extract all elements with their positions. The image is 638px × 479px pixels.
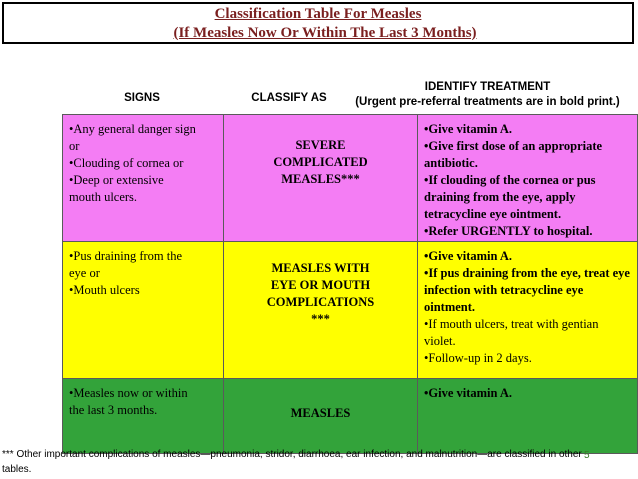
header-signs: SIGNS (124, 92, 160, 104)
sign-line: •Deep or extensive (69, 173, 164, 187)
sign-line: eye or (69, 266, 100, 280)
classification-line: EYE OR MOUTH (270, 278, 371, 292)
classification-table (62, 114, 638, 454)
treatment-item: •If mouth ulcers, treat with gentian violet. (424, 317, 599, 348)
sign-line: •Measles now or within (69, 386, 188, 400)
page-subtitle: (If Measles Now Or Within The Last 3 Months) (173, 25, 477, 41)
header-treatment-note: (Urgent pre-referral treatments are in bold print.) (355, 96, 620, 108)
classification-cell (224, 242, 418, 379)
treatment-item: •Give vitamin A. (424, 249, 513, 263)
treatment-item: •Give vitamin A. (424, 386, 513, 400)
sign-line: mouth ulcers. (69, 190, 138, 204)
header-classify: CLASSIFY AS (251, 92, 327, 104)
sign-line: •Pus draining from the (69, 249, 183, 263)
sign-line: or (69, 139, 80, 153)
classification-cell (224, 114, 418, 242)
treatment-item: •If clouding of the cornea or pus draining from the eye, apply tetracycline eye ointment. (424, 173, 596, 221)
classification-line: MEASLES (290, 406, 351, 420)
treatment-item: •Give first dose of an appropriate antibiotic. (424, 139, 603, 170)
signs-cell (62, 379, 224, 454)
treatment-cell (418, 379, 638, 454)
classification-cell (224, 379, 418, 454)
classification-line: MEASLES WITH (271, 261, 370, 275)
footnote: *** Other important complications of measles—pneumonia, stridor, diarrhoea, ear infection, and malnutrition—are classified in other tables. (2, 449, 582, 475)
page-title: Classification Table For Measles (214, 6, 422, 22)
sign-line: the last 3 months. (69, 403, 158, 417)
title-box (2, 2, 634, 44)
treatment-item: •Refer URGENTLY to hospital. (424, 224, 593, 238)
classification-line: SEVERE (295, 138, 346, 152)
header-treatment (340, 80, 635, 110)
sign-line: •Mouth ulcers (69, 283, 140, 297)
sign-line: •Any general danger sign (69, 122, 196, 136)
page-number: 5 (584, 450, 590, 461)
sign-line: •Clouding of cornea or (69, 156, 184, 170)
table-row-measles (62, 379, 638, 454)
classification-line: MEASLES*** (281, 172, 360, 186)
signs-cell (62, 242, 224, 379)
table-row-complications (62, 242, 638, 379)
header-treatment-title: IDENTIFY TREATMENT (424, 81, 551, 93)
treatment-cell (418, 242, 638, 379)
classification-line: COMPLICATIONS (266, 295, 375, 309)
treatment-item: •Give vitamin A. (424, 122, 513, 136)
classification-line: COMPLICATED (273, 155, 368, 169)
signs-cell (62, 114, 224, 242)
treatment-cell (418, 114, 638, 242)
treatment-item: •If pus draining from the eye, treat eye infection with tetracycline eye ointment. (424, 266, 630, 314)
treatment-item: •Follow-up in 2 days. (424, 351, 532, 365)
table-row-severe (62, 114, 638, 242)
classification-line: *** (311, 312, 330, 326)
